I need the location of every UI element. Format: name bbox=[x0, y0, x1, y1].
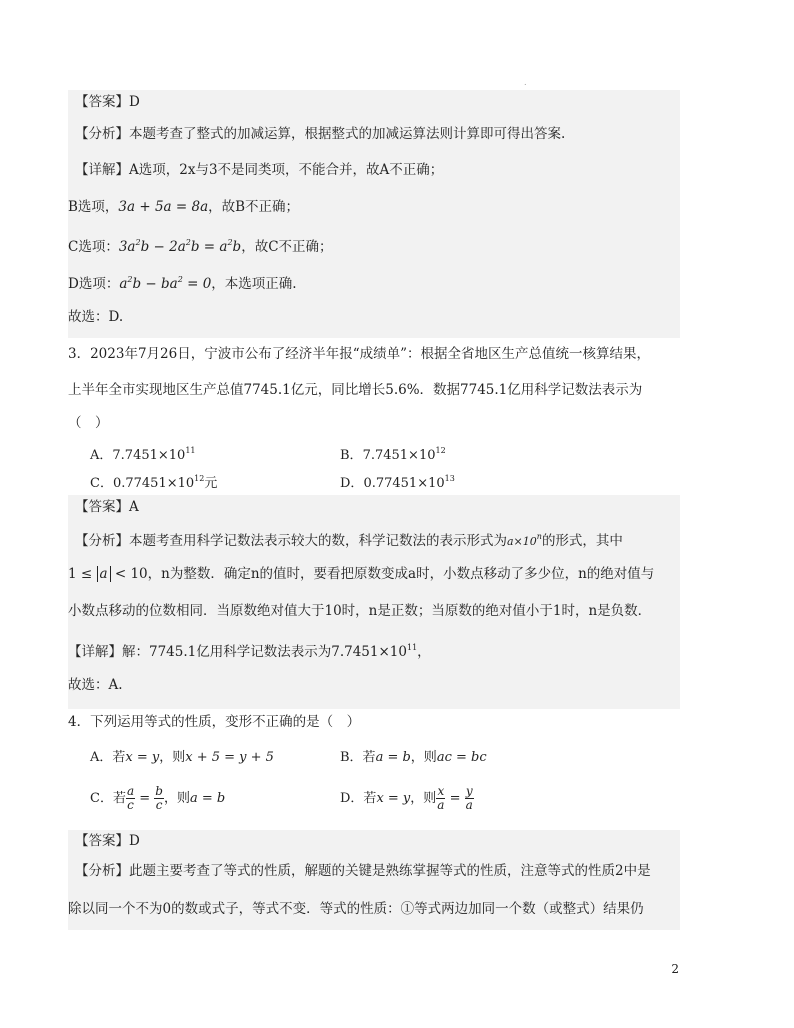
q3-detail bbox=[68, 638, 431, 662]
q2-detail-d bbox=[68, 270, 297, 294]
q3-analysis1-math: a×10 bbox=[507, 535, 537, 548]
q4-opt-d-frac-right: $\frac{y}{a}$ bbox=[465, 784, 473, 812]
q3-analysis1-exp: n bbox=[536, 532, 542, 541]
q2-d-tail: ，本选项正确. bbox=[211, 276, 297, 292]
q2-d-label: D选项： bbox=[68, 276, 120, 292]
q4-stem: 4．下列运用等式的性质，变形不正确的是（ ） bbox=[68, 714, 361, 730]
q2-c-math: $3a^2b - 2a^2b = a^2b$ bbox=[118, 238, 242, 255]
q2-detail-intro: 【详解】A选项， bbox=[75, 162, 180, 178]
q3-detail-exp: 11 bbox=[406, 643, 418, 652]
q3-opt-c-base: 0.77451×10 bbox=[112, 476, 195, 491]
q4-opt-a-mid: ，则 bbox=[159, 750, 186, 765]
q3-analysis2-abs: a bbox=[97, 566, 111, 582]
page-number: 2 bbox=[671, 962, 679, 976]
q3-opt-c-label: C． bbox=[90, 476, 113, 491]
q3-detail-post: ， bbox=[417, 644, 431, 660]
q4-opt-b-res: ac = bc bbox=[436, 750, 487, 765]
q3-opt-b-label: B． bbox=[340, 448, 363, 463]
q3-analysis-line1 bbox=[75, 527, 623, 552]
q3-opt-c-unit: 元 bbox=[204, 476, 218, 491]
q3-opt-d-exp: 13 bbox=[444, 474, 455, 483]
q4-opt-b-mid: ，则 bbox=[410, 750, 437, 765]
q3-analysis-line3: 小数点移动的位数相同．当原数绝对值大于10时，n是正数；当原数的绝对值小于1时，n是负数． bbox=[68, 603, 652, 619]
q2-detail-a-text: 2x与3不是同类项，不能合并，故A不正确； bbox=[179, 162, 444, 178]
q3-option-b bbox=[340, 441, 446, 466]
q2-detail-c bbox=[68, 233, 333, 257]
q2-d-math: $a^2b - ba^2 = 0$ bbox=[119, 275, 212, 292]
q3-analysis2-pre: 1 ≤ bbox=[68, 566, 93, 582]
q3-option-d bbox=[340, 469, 455, 494]
q4-opt-d-frac-left: $\frac{x}{a}$ bbox=[437, 784, 445, 812]
q3-detail-pre: 【详解】解：7745.1亿用科学记数法表示为 bbox=[68, 644, 332, 660]
q4-opt-a-label: A．若 bbox=[90, 750, 126, 765]
q3-stem-line1: 3．2023年7月26日，宁波市公布了经济半年报“成绩单”：根据全省地区生产总值统一核算结果， bbox=[68, 346, 651, 362]
q4-opt-b-label: B．若 bbox=[340, 750, 376, 765]
q4-opt-d-cond: x = y bbox=[376, 791, 411, 806]
q3-option-c bbox=[90, 469, 217, 494]
q3-analysis-line2 bbox=[68, 564, 654, 584]
q3-analysis1-post: 的形式，其中 bbox=[541, 533, 623, 549]
q2-b-math: 3a + 5a = 8a bbox=[118, 199, 209, 215]
q2-c-label: C选项： bbox=[68, 239, 119, 255]
q4-option-d: D．若x = y，则 $\frac{x}{a}$ = $\frac{y}{a}$ bbox=[340, 784, 473, 812]
q3-analysis2-post: < 10，n为整数．确定n的值时，要看把原数变成a时，小数点移动了多少位，n的绝对值与 bbox=[114, 566, 655, 582]
q3-detail-base: 7.7451×10 bbox=[331, 644, 407, 660]
q4-answer: 【答案】D bbox=[75, 833, 140, 849]
q3-option-a bbox=[90, 441, 196, 466]
q2-b-label: B选项， bbox=[68, 199, 119, 215]
q4-opt-a-res: x + 5 = y + 5 bbox=[185, 750, 274, 765]
q3-opt-c-exp: 12 bbox=[194, 474, 205, 483]
q3-choose: 故选：A. bbox=[68, 677, 123, 693]
q4-opt-d-mid: ，则 bbox=[410, 791, 437, 806]
q4-option-c: C．若 $\frac{a}{c}$ = $\frac{b}{c}$ ，则a = b bbox=[90, 784, 226, 812]
q2-analysis: 【分析】本题考查了整式的加减运算，根据整式的加减运算法则计算即可得出答案. bbox=[75, 126, 566, 142]
q4-opt-c-res: a = b bbox=[189, 791, 226, 806]
q3-opt-a-base: 7.7451×10 bbox=[112, 448, 186, 463]
q3-analysis1-pre: 【分析】本题考查用科学记数法表示较大的数，科学记数法的表示形式为 bbox=[75, 533, 507, 549]
q3-opt-d-base: 0.77451×10 bbox=[363, 476, 445, 491]
q4-opt-a-cond: x = y bbox=[125, 750, 160, 765]
q2-detail-a bbox=[75, 160, 443, 180]
q4-opt-b-cond: a = b bbox=[375, 750, 411, 765]
q2-choose: 故选：D. bbox=[68, 309, 124, 325]
q3-stem-line2: 上半年全市实现地区生产总值7745.1亿元，同比增长5.6%．数据7745.1亿用科学记数法表示为 bbox=[68, 382, 643, 398]
q2-b-tail: ，故B不正确； bbox=[208, 199, 300, 215]
q4-analysis-line1: 【分析】此题主要考查了等式的性质，解题的关键是熟练掌握等式的性质，注意等式的性质2中是 bbox=[75, 863, 651, 879]
q4-option-b bbox=[340, 748, 487, 768]
q4-opt-c-frac-left: $\frac{a}{c}$ bbox=[126, 784, 135, 812]
q3-answer: 【答案】A bbox=[75, 499, 139, 515]
q3-opt-b-base: 7.7451×10 bbox=[362, 448, 436, 463]
q2-answer: 【答案】D bbox=[75, 94, 140, 110]
q2-detail-b bbox=[68, 197, 299, 217]
q4-opt-c-label: C．若 bbox=[90, 791, 126, 806]
q4-analysis-line2: 除以同一个不为0的数或式子，等式不变．等式的性质：①等式两边加同一个数（或整式）结果仍 bbox=[68, 901, 644, 917]
q4-opt-c-frac-right: $\frac{b}{c}$ bbox=[155, 784, 163, 812]
q4-opt-c-mid: ，则 bbox=[163, 791, 190, 806]
page-mark: . bbox=[524, 78, 527, 87]
q2-c-tail: ，故C不正确； bbox=[241, 239, 333, 255]
q3-stem-paren: （ ） bbox=[68, 415, 109, 431]
q4-opt-d-label: D．若 bbox=[340, 791, 377, 806]
q4-option-a bbox=[90, 748, 274, 768]
q3-opt-a-exp: 11 bbox=[185, 446, 196, 455]
q3-opt-b-exp: 12 bbox=[435, 446, 446, 455]
q3-opt-d-label: D． bbox=[340, 476, 364, 491]
q3-opt-a-label: A． bbox=[90, 448, 113, 463]
